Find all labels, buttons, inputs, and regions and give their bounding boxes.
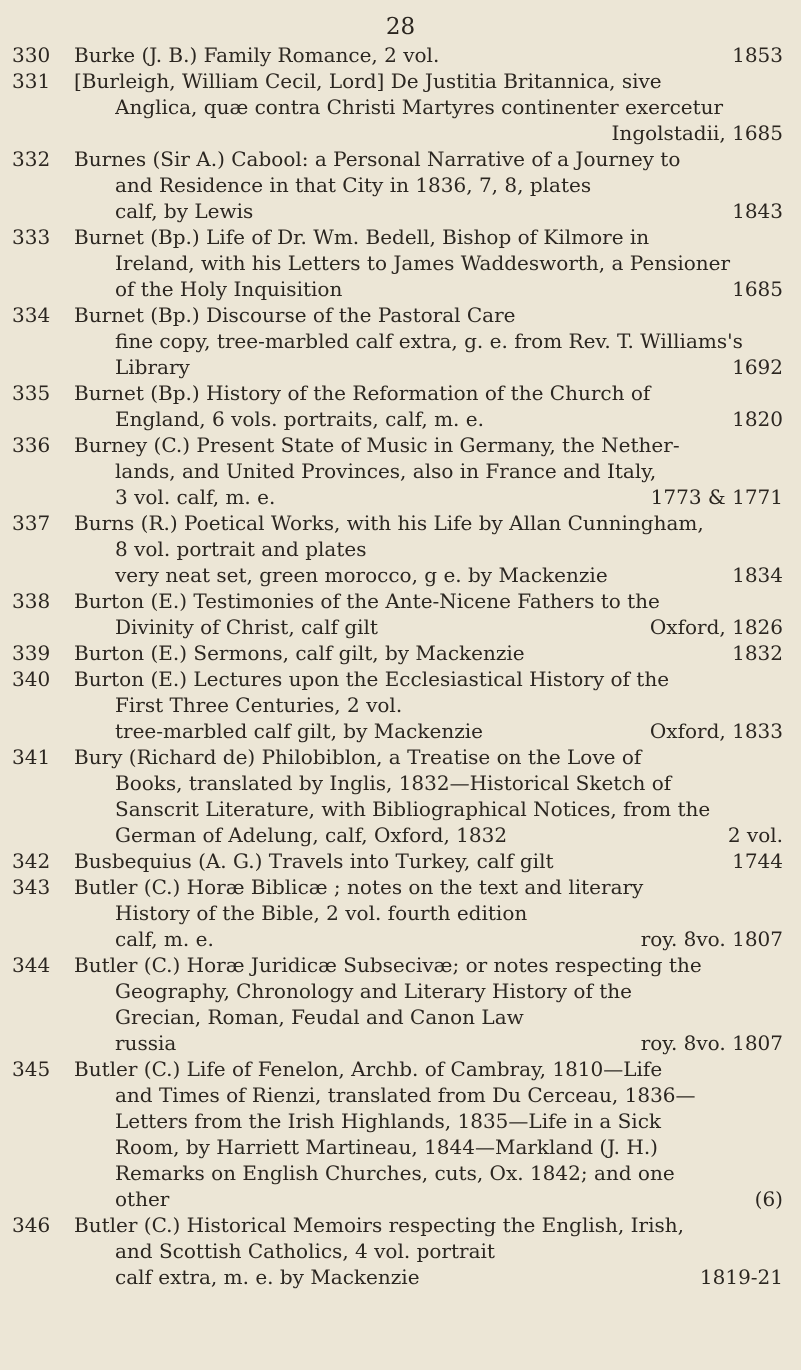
entry-line (115, 406, 783, 432)
entry-text: calf, m. e. (115, 927, 214, 951)
entry-date: 1853 (732, 43, 783, 67)
entry-line (115, 276, 783, 302)
entry-text: Burnet (Bp.) Life of Dr. Wm. Bedell, Bishop of Kilmore in (74, 225, 650, 249)
entry-date: Oxford, 1833 (649, 719, 783, 743)
entry-line (115, 458, 783, 484)
entry-line (115, 1238, 783, 1264)
entry-text: Butler (C.) Life of Fenelon, Archb. of Cambray, 1810—Life (74, 1057, 663, 1081)
entry-text: Burnet (Bp.) Discourse of the Pastoral Care (74, 303, 516, 327)
entry-text: Butler (C.) Historical Memoirs respecting the English, Irish, (74, 1213, 684, 1237)
entry-line (115, 900, 783, 926)
entry-text: lands, and United Provinces, also in France and Italy, (115, 459, 657, 483)
catalogue-entry (0, 510, 801, 588)
catalogue-entries (0, 42, 801, 1290)
entry-line (74, 874, 783, 900)
entry-line (74, 68, 783, 94)
entry-number: 330 (12, 43, 51, 67)
entry-line (115, 536, 783, 562)
entry-line (115, 692, 783, 718)
entry-date: 1685 (732, 277, 783, 301)
catalogue-entry (0, 952, 801, 1056)
entry-text: England, 6 vols. portraits, calf, m. e. (115, 407, 484, 431)
entry-text: 8 vol. portrait and plates (115, 537, 367, 561)
entry-line (115, 250, 783, 276)
entry-number: 341 (12, 745, 51, 769)
entry-line (115, 978, 783, 1004)
catalogue-entry (0, 432, 801, 510)
entry-number: 336 (12, 433, 51, 457)
entry-text: Burns (R.) Poetical Works, with his Life by Allan Cunningham, (74, 511, 704, 535)
entry-text: Burnes (Sir A.) Cabool: a Personal Narrative of a Journey to (74, 147, 681, 171)
entry-line (115, 770, 783, 796)
entry-number: 332 (12, 147, 51, 171)
catalogue-entry (0, 848, 801, 874)
entry-line (115, 1004, 783, 1030)
entry-line (115, 354, 783, 380)
entry-date: 1834 (732, 563, 783, 587)
entry-line (74, 432, 783, 458)
entry-number: 340 (12, 667, 51, 691)
catalogue-entry (0, 1056, 801, 1212)
entry-number: 331 (12, 69, 51, 93)
entry-line (74, 146, 783, 172)
entry-line (115, 1264, 783, 1290)
entry-line (74, 224, 783, 250)
entry-text: and Scottish Catholics, 4 vol. portrait (115, 1239, 495, 1263)
entry-number: 334 (12, 303, 51, 327)
entry-line (115, 796, 783, 822)
entry-text: calf, by Lewis (115, 199, 254, 223)
entry-line (115, 1030, 783, 1056)
entry-text: German of Adelung, calf, Oxford, 1832 (115, 823, 508, 847)
entry-line (115, 1186, 783, 1212)
catalogue-entry (0, 744, 801, 848)
entry-text: Remarks on English Churches, cuts, Ox. 1842; and one (115, 1161, 675, 1185)
catalogue-entry (0, 588, 801, 640)
entry-line (115, 484, 783, 510)
catalogue-entry (0, 224, 801, 302)
entry-text: Bury (Richard de) Philobiblon, a Treatise on the Love of (74, 745, 642, 769)
entry-line (74, 640, 783, 666)
entry-text: Burke (J. B.) Family Romance, 2 vol. (74, 43, 440, 67)
entry-text: Room, by Harriett Martineau, 1844—Markland (J. H.) (115, 1135, 658, 1159)
entry-text: russia (115, 1031, 177, 1055)
entry-date: 1692 (732, 355, 783, 379)
entry-number: 339 (12, 641, 51, 665)
entry-text: very neat set, green morocco, g e. by Mackenzie (115, 563, 608, 587)
entry-text: Sanscrit Literature, with Bibliographical Notices, from the (115, 797, 711, 821)
entry-text: Butler (C.) Horæ Juridicæ Subsecivæ; or notes respecting the (74, 953, 702, 977)
entry-text: First Three Centuries, 2 vol. (115, 693, 403, 717)
page-number: 28 (385, 14, 416, 40)
entry-text: of the Holy Inquisition (115, 277, 343, 301)
entry-date: roy. 8vo. 1807 (640, 927, 783, 951)
entry-text: Busbequius (A. G.) Travels into Turkey, calf gilt (74, 849, 554, 873)
entry-number: 335 (12, 381, 51, 405)
entry-date: 1843 (732, 199, 783, 223)
entry-text: Library (115, 355, 190, 379)
entry-line (115, 198, 783, 224)
entry-line (115, 614, 783, 640)
entry-line (115, 926, 783, 952)
entry-text: Burton (E.) Lectures upon the Ecclesiastical History of the (74, 667, 670, 691)
entry-line (115, 328, 783, 354)
entry-text: [Burleigh, William Cecil, Lord] De Justitia Britannica, sive (74, 69, 662, 93)
entry-text: 3 vol. calf, m. e. (115, 485, 276, 509)
entry-text: Anglica, quæ contra Christi Martyres continenter exercetur (115, 95, 724, 119)
entry-line (115, 1082, 783, 1108)
catalogue-entry (0, 874, 801, 952)
entry-text: Burton (E.) Sermons, calf gilt, by Mackenzie (74, 641, 525, 665)
entry-date: roy. 8vo. 1807 (640, 1031, 783, 1055)
entry-line (74, 302, 783, 328)
entry-text: History of the Bible, 2 vol. fourth edition (115, 901, 528, 925)
catalogue-entry (0, 380, 801, 432)
entry-line (115, 1108, 783, 1134)
entry-line (74, 42, 783, 68)
entry-line (74, 952, 783, 978)
entry-date: 2 vol. (727, 823, 783, 847)
catalogue-entry (0, 1212, 801, 1290)
entry-number: 343 (12, 875, 51, 899)
entry-date: 1744 (732, 849, 783, 873)
entry-line (115, 120, 783, 146)
entry-text: Burney (C.) Present State of Music in Germany, the Nether- (74, 433, 680, 457)
entry-text: Burton (E.) Testimonies of the Ante-Nicene Fathers to the (74, 589, 660, 613)
entry-line (74, 848, 783, 874)
entry-date: 1820 (732, 407, 783, 431)
entry-line (115, 718, 783, 744)
entry-number: 346 (12, 1213, 51, 1237)
entry-text: Geography, Chronology and Literary History of the (115, 979, 632, 1003)
entry-number: 342 (12, 849, 51, 873)
entry-date: 1819-21 (699, 1265, 783, 1289)
entry-line (115, 94, 783, 120)
entry-number: 345 (12, 1057, 51, 1081)
entry-text: fine copy, tree-marbled calf extra, g. e. from Rev. T. Williams's (115, 329, 743, 353)
catalogue-entry (0, 640, 801, 666)
entry-date: 1832 (732, 641, 783, 665)
entry-text: other (115, 1187, 170, 1211)
entry-text: Butler (C.) Horæ Biblicæ ; notes on the text and literary (74, 875, 644, 899)
entry-line (74, 588, 783, 614)
entry-text: tree-marbled calf gilt, by Mackenzie (115, 719, 483, 743)
catalogue-entry (0, 146, 801, 224)
entry-text: and Residence in that City in 1836, 7, 8, plates (115, 173, 592, 197)
entry-line (74, 510, 783, 536)
entry-line (74, 380, 783, 406)
entry-text: Books, translated by Inglis, 1832—Historical Sketch of (115, 771, 672, 795)
entry-text: calf extra, m. e. by Mackenzie (115, 1265, 420, 1289)
catalogue-entry (0, 302, 801, 380)
entry-line (74, 744, 783, 770)
entry-date: (6) (754, 1187, 783, 1211)
entry-date: 1773 & 1771 (650, 485, 783, 509)
entry-text: Ingolstadii, 1685 (611, 121, 783, 145)
catalogue-entry (0, 666, 801, 744)
entry-text: Letters from the Irish Highlands, 1835—Life in a Sick (115, 1109, 662, 1133)
entry-text: and Times of Rienzi, translated from Du Cerceau, 1836— (115, 1083, 696, 1107)
entry-line (74, 1212, 783, 1238)
entry-text: Grecian, Roman, Feudal and Canon Law (115, 1005, 524, 1029)
entry-date: Oxford, 1826 (649, 615, 783, 639)
entry-number: 344 (12, 953, 51, 977)
entry-line (115, 1160, 783, 1186)
entry-line (74, 666, 783, 692)
entry-line (115, 822, 783, 848)
entry-number: 337 (12, 511, 51, 535)
entry-line (115, 562, 783, 588)
entry-line (74, 1056, 783, 1082)
catalogue-entry (0, 68, 801, 146)
entry-text: Ireland, with his Letters to James Waddesworth, a Pensioner (115, 251, 731, 275)
entry-text: Divinity of Christ, calf gilt (115, 615, 378, 639)
entry-number: 333 (12, 225, 51, 249)
entry-text: Burnet (Bp.) History of the Reformation of the Church of (74, 381, 651, 405)
catalogue-entry (0, 42, 801, 68)
entry-line (115, 1134, 783, 1160)
entry-line (115, 172, 783, 198)
entry-number: 338 (12, 589, 51, 613)
